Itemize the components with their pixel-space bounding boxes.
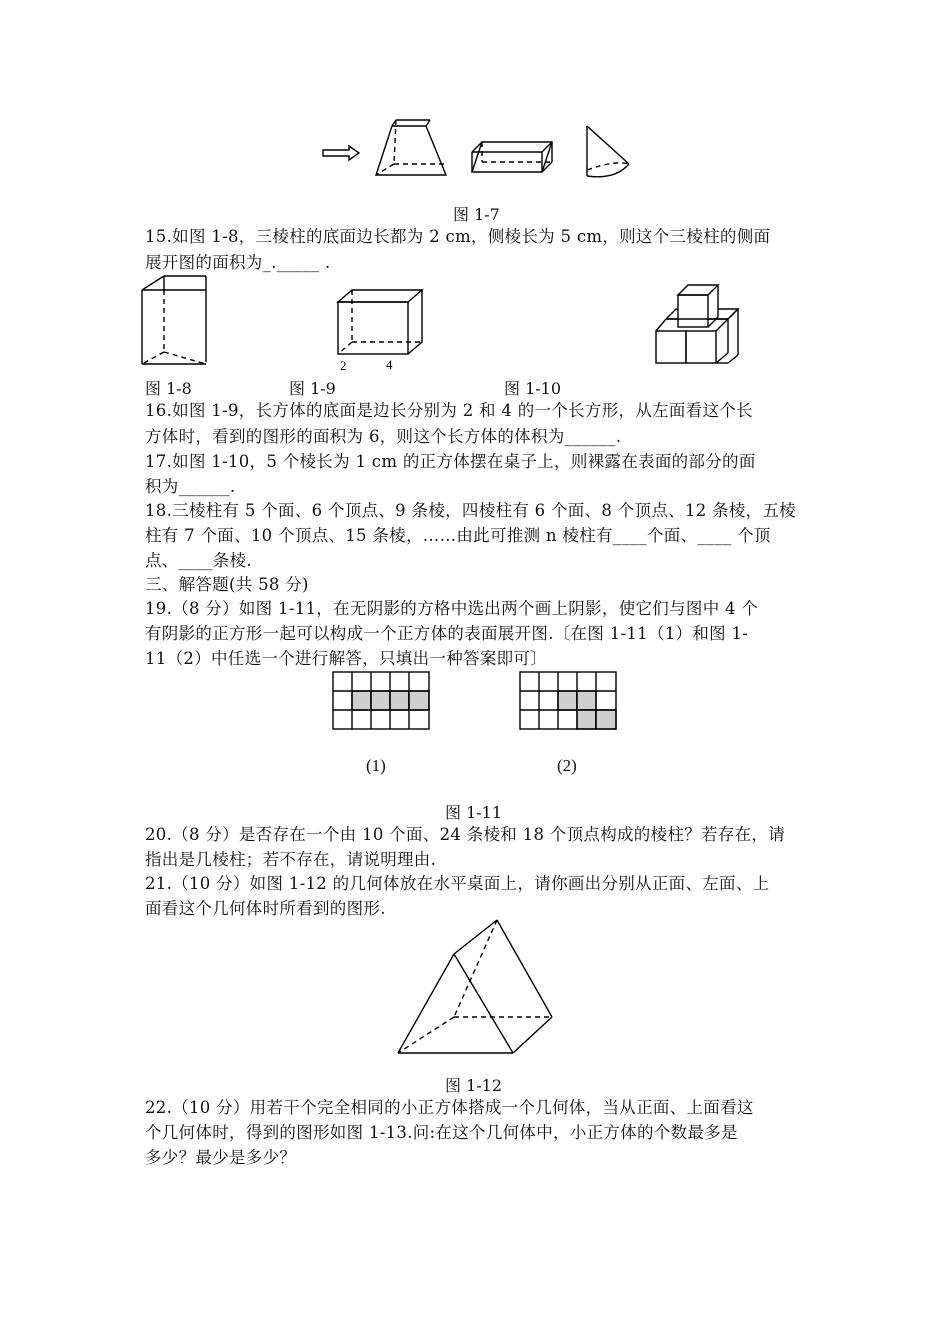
figure-1-12-caption: 图 1-12 bbox=[445, 1076, 503, 1095]
figure-1-7-cone bbox=[585, 126, 635, 186]
figure-1-8-caption: 图 1-8 bbox=[145, 379, 192, 398]
q15-line2: 展开图的面积为_._____ . bbox=[145, 253, 331, 272]
figure-1-11-grid-1 bbox=[333, 672, 433, 732]
figure-1-7-caption: 图 1-7 bbox=[453, 205, 500, 224]
grid1-shaded-cell bbox=[371, 691, 390, 710]
figure-1-8-triangular-prism bbox=[142, 276, 212, 366]
q18-line2: 柱有 7 个面、10 个顶点、15 条棱，……由此可推测 n 棱柱有____个面、____ 个顶 bbox=[145, 526, 771, 545]
q22-line1: 22.（10 分）用若干个完全相同的小正方体搭成一个几何体，当从正面、上面看这 bbox=[145, 1098, 754, 1117]
figure-1-9-cuboid bbox=[338, 290, 448, 380]
grid2-shaded-cell bbox=[596, 710, 616, 729]
figure-1-11-grid-2 bbox=[520, 672, 620, 732]
grid1-shaded-cell bbox=[352, 691, 371, 710]
grid1-shaded-cell bbox=[409, 691, 429, 710]
grid1-shaded-cell bbox=[390, 691, 409, 710]
figure-1-12-triangular-prism bbox=[396, 918, 556, 1058]
grid2-shaded-cell bbox=[577, 710, 596, 729]
q17-line1: 17.如图 1-10，5 个棱长为 1 cm 的正方体摆在桌子上，则裸露在表面的部分的面 bbox=[145, 452, 756, 471]
q16-line1: 16.如图 1-9，长方体的底面是边长分别为 2 和 4 的一个长方形，从左面看这个长 bbox=[145, 401, 753, 420]
q18-line3: 点、____条棱. bbox=[145, 551, 252, 570]
q21-line2: 面看这个几何体时所看到的图形. bbox=[145, 899, 386, 918]
q17-line2: 积为______. bbox=[145, 477, 236, 496]
q19-line1: 19.（8 分）如图 1-11，在无阴影的方格中选出两个画上阴影，使它们与图中 4 个 bbox=[145, 599, 759, 618]
figure-1-9-dim-4: 4 bbox=[386, 357, 393, 372]
q16-line2: 方体时，看到的图形的面积为 6，则这个长方体的体积为______. bbox=[145, 427, 622, 446]
figure-1-10-caption: 图 1-10 bbox=[504, 379, 562, 398]
figure-1-10-stacked-cubes bbox=[654, 283, 754, 373]
figure-1-7-prism bbox=[472, 142, 562, 182]
figure-1-7-arrow bbox=[323, 144, 363, 164]
figure-1-7-frustum bbox=[374, 120, 454, 180]
figure-1-9-caption: 图 1-9 bbox=[289, 379, 336, 398]
figure-1-9-dim-2: 2 bbox=[340, 358, 347, 373]
q18-line1: 18.三棱柱有 5 个面、6 个顶点、9 条棱，四棱柱有 6 个面、8 个顶点、12 条棱，五棱 bbox=[145, 501, 797, 520]
q20-line1: 20.（8 分）是否存在一个由 10 个面、24 条棱和 18 个顶点构成的棱柱？若存在，请 bbox=[145, 825, 785, 844]
q22-line3: 多少？最少是多少？ bbox=[145, 1148, 297, 1167]
q19-line3: 11（2）中任选一个进行解答，只填出一种答案即可〕 bbox=[145, 649, 547, 668]
q15-line1: 15.如图 1-8，三棱柱的底面边长都为 2 cm，侧棱长为 5 cm，则这个三棱柱的侧面 bbox=[145, 227, 771, 246]
figure-1-11-caption: 图 1-11 bbox=[445, 803, 503, 822]
section-3-heading: 三、解答题(共 58 分) bbox=[145, 575, 309, 594]
figure-1-11-sub1-label: (1) bbox=[366, 756, 386, 775]
figure-1-11-sub2-label: (2) bbox=[557, 756, 577, 775]
grid2-shaded-cell bbox=[558, 691, 577, 710]
q21-line1: 21.（10 分）如图 1-12 的几何体放在水平桌面上，请你画出分别从正面、左面、上 bbox=[145, 874, 770, 893]
q22-line2: 个几何体时，得到的图形如图 1-13.问:在这个几何体中，小正方体的个数最多是 bbox=[145, 1123, 738, 1142]
q19-line2: 有阴影的正方形一起可以构成一个正方体的表面展开图.〔在图 1-11（1）和图 1- bbox=[145, 624, 749, 643]
q20-line2: 指出是几棱柱；若不存在，请说明理由. bbox=[145, 850, 437, 869]
grid2-shaded-cell bbox=[577, 691, 596, 710]
